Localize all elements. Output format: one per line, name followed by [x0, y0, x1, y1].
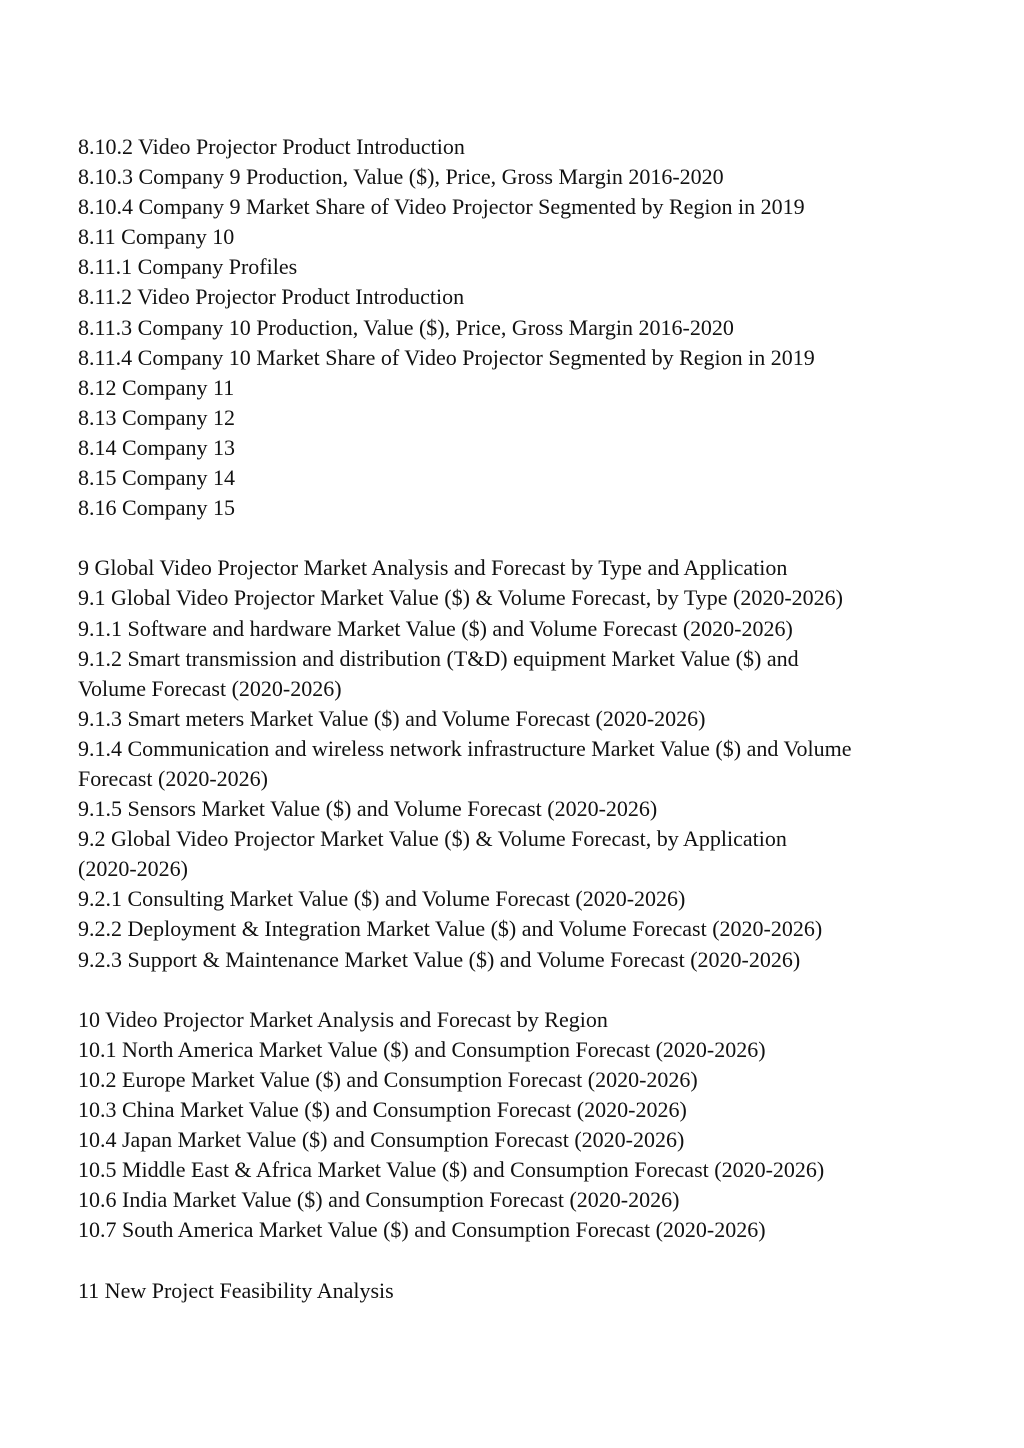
- toc-line: 9.1.1 Software and hardware Market Value ($) and Volume Forecast (2020-2026): [78, 615, 793, 641]
- toc-line: 8.11.4 Company 10 Market Share of Video Projector Segmented by Region in 2019: [78, 344, 815, 370]
- toc-line: 8.11.3 Company 10 Production, Value ($), Price, Gross Margin 2016-2020: [78, 314, 734, 340]
- toc-line: 9.1.2 Smart transmission and distribution (T&D) equipment Market Value ($) and: [78, 645, 799, 671]
- toc-line: 8.13 Company 12: [78, 404, 236, 430]
- toc-line: (2020-2026): [78, 856, 188, 882]
- toc-line: 8.12 Company 11: [78, 374, 235, 400]
- toc-line: 10.5 Middle East & Africa Market Value ($) and Consumption Forecast (2020-2026): [78, 1157, 825, 1183]
- toc-line: 9.2.3 Support & Maintenance Market Value ($) and Volume Forecast (2020-2026): [78, 946, 801, 972]
- toc-line: 8.11 Company 10: [78, 224, 235, 250]
- toc-line: 9.2.2 Deployment & Integration Market Value ($) and Volume Forecast (2020-2026): [78, 916, 823, 942]
- section-heading: 11 New Project Feasibility Analysis: [78, 1277, 394, 1303]
- toc-line: 9.2.1 Consulting Market Value ($) and Volume Forecast (2020-2026): [78, 886, 686, 912]
- toc-line: 8.11.2 Video Projector Product Introduction: [78, 284, 465, 310]
- toc-line: 8.15 Company 14: [78, 465, 236, 491]
- toc-line: 9.1.5 Sensors Market Value ($) and Volume Forecast (2020-2026): [78, 796, 658, 822]
- toc-line: 10.3 China Market Value ($) and Consumption Forecast (2020-2026): [78, 1097, 687, 1122]
- toc-line: 10.6 India Market Value ($) and Consumption Forecast (2020-2026): [78, 1187, 680, 1213]
- toc-line: 9.2 Global Video Projector Market Value ($) & Volume Forecast, by Application: [78, 826, 787, 852]
- toc-line: 9.1.4 Communication and wireless network infrastructure Market Value ($) and Volume: [78, 735, 852, 761]
- section-spacer: [78, 1245, 958, 1275]
- toc-line: 10.2 Europe Market Value ($) and Consumption Forecast (2020-2026): [78, 1066, 698, 1092]
- toc-line: 8.14 Company 13: [78, 434, 236, 460]
- toc-line: Volume Forecast (2020-2026): [78, 675, 342, 701]
- toc-line: Forecast (2020-2026): [78, 765, 269, 791]
- document-page: [78, 132, 958, 1306]
- toc-line: 8.10.4 Company 9 Market Share of Video Projector Segmented by Region in 2019: [78, 194, 805, 220]
- section-heading: 10 Video Projector Market Analysis and Forecast by Region: [78, 1006, 608, 1032]
- toc-line: 9.1.3 Smart meters Market Value ($) and Volume Forecast (2020-2026): [78, 705, 706, 731]
- section-spacer: [78, 975, 958, 1005]
- toc-line: 8.10.2 Video Projector Product Introduction: [78, 134, 465, 159]
- section-spacer: [78, 523, 958, 553]
- toc-line: 8.10.3 Company 9 Production, Value ($), Price, Gross Margin 2016-2020: [78, 164, 724, 190]
- toc-line: 10.1 North America Market Value ($) and Consumption Forecast (2020-2026): [78, 1036, 766, 1062]
- toc-line: 10.4 Japan Market Value ($) and Consumption Forecast (2020-2026): [78, 1127, 685, 1153]
- section-heading: 9 Global Video Projector Market Analysis and Forecast by Type and Application: [78, 555, 788, 581]
- toc-line: 10.7 South America Market Value ($) and Consumption Forecast (2020-2026): [78, 1217, 766, 1243]
- toc-line: 9.1 Global Video Projector Market Value ($) & Volume Forecast, by Type (2020-2026): [78, 585, 843, 611]
- toc-line: 8.11.1 Company Profiles: [78, 254, 298, 280]
- toc-line: 8.16 Company 15: [78, 495, 236, 521]
